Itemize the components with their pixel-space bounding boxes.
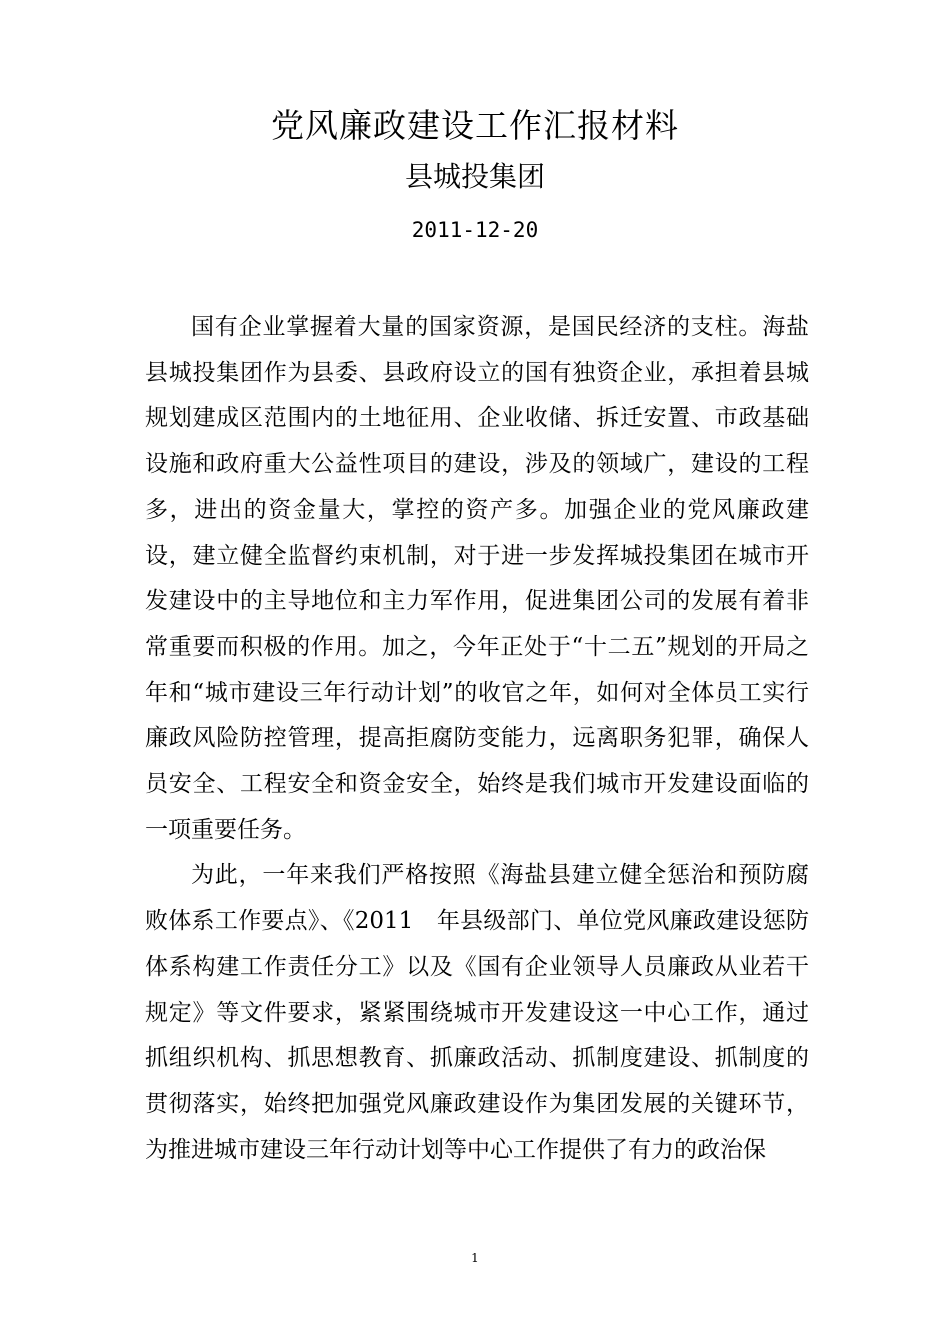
document-date: 2011-12-20 [411,218,539,242]
document-subtitle: 县城投集团 [404,160,545,193]
document-body [145,305,809,1173]
document-title: 党风廉政建设工作汇报材料 [271,106,679,145]
body-paragraph: 为此，一年来我们严格按照《海盐县建立健全惩治和预防腐败体系工作要点》、《2011 年县级部门、单位党风廉政建设惩防体系构建工作责任分工》以及《国有企业领导人员廉政从业若干规定》等文件要求，紧紧围绕城市开发建设这一中心工作，通过抓组织机构、抓思想教育、抓廉政活动、抓制度建设、抓制度的贯彻落实，始终把加强党风廉政建设作为集团发展的关键环节，为推进城市建设三年行动计划等中心工作提供了有力的政治保 [145,862,809,1163]
body-paragraph: 国有企业掌握着大量的国家资源，是国民经济的支柱。海盐县城投集团作为县委、县政府设立的国有独资企业，承担着县城规划建成区范围内的土地征用、企业收储、拆迁安置、市政基础设施和政府重大公益性项目的建设，涉及的领域广，建设的工程多，进出的资金量大，掌控的资产多。加强企业的党风廉政建设，建立健全监督约束机制，对于进一步发挥城投集团在城市开发建设中的主导地位和主力军作用，促进集团公司的发展有着非常重要而积极的作用。加之，今年正处于“十二五”规划的开局之年和“城市建设三年行动计划”的收官之年，如何对全体员工实行廉政风险防控管理，提高拒腐防变能力，远离职务犯罪，确保人员安全、工程安全和资金安全，始终是我们城市开发建设面临的一项重要任务。 [145,314,809,843]
page-number: 1 [471,1251,479,1265]
